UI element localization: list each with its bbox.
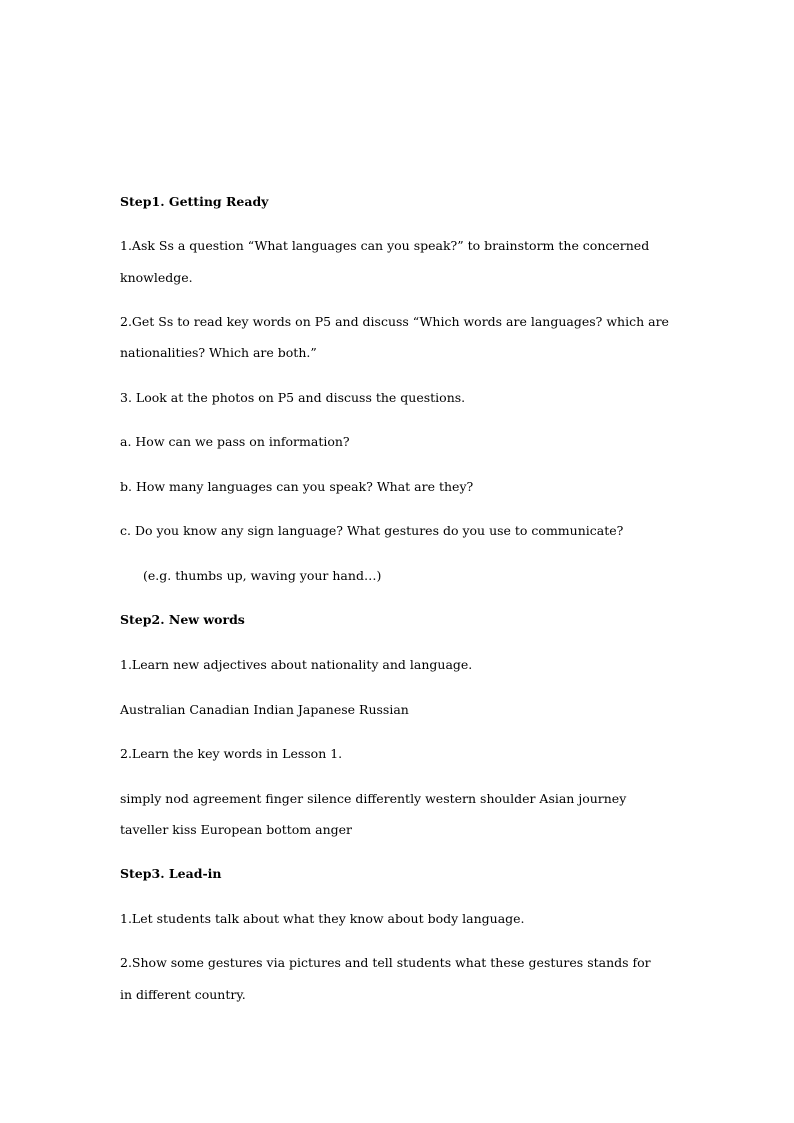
step1-question-b: b. How many languages can you speak? What are they?: [120, 479, 474, 494]
step3-item1: 1.Let students talk about what they know about body language.: [120, 911, 525, 926]
step1-heading: Step1. Getting Ready: [120, 194, 269, 209]
step3-heading: Step3. Lead-in: [120, 866, 222, 881]
step1-question-c: c. Do you know any sign language? What gestures do you use to communicate?: [120, 523, 624, 538]
step2-item2: 2.Learn the key words in Lesson 1.: [120, 746, 343, 761]
step1-item3: 3. Look at the photos on P5 and discuss the questions.: [120, 390, 466, 405]
step2-keywords-line1: simply nod agreement finger silence differently western shoulder Asian journey: [120, 791, 627, 806]
step1-question-a: a. How can we pass on information?: [120, 434, 350, 449]
step3-item2-line1: 2.Show some gestures via pictures and tell students what these gestures stands for: [120, 955, 651, 970]
step1-example: (e.g. thumbs up, waving your hand…): [143, 568, 382, 583]
step3-item2-line2: in different country.: [120, 987, 246, 1002]
step2-item1: 1.Learn new adjectives about nationality and language.: [120, 657, 473, 672]
step2-heading: Step2. New words: [120, 612, 245, 627]
step1-item1-line2: knowledge.: [120, 270, 193, 285]
step1-item2-line2: nationalities? Which are both.”: [120, 345, 317, 360]
step1-item1-line1: 1.Ask Ss a question “What languages can you speak?” to brainstorm the concerned: [120, 238, 650, 253]
step1-item2-line1: 2.Get Ss to read key words on P5 and discuss “Which words are languages? which are: [120, 314, 669, 329]
step2-adjectives: Australian Canadian Indian Japanese Russian: [120, 702, 409, 717]
step2-keywords-line2: taveller kiss European bottom anger: [120, 822, 353, 837]
